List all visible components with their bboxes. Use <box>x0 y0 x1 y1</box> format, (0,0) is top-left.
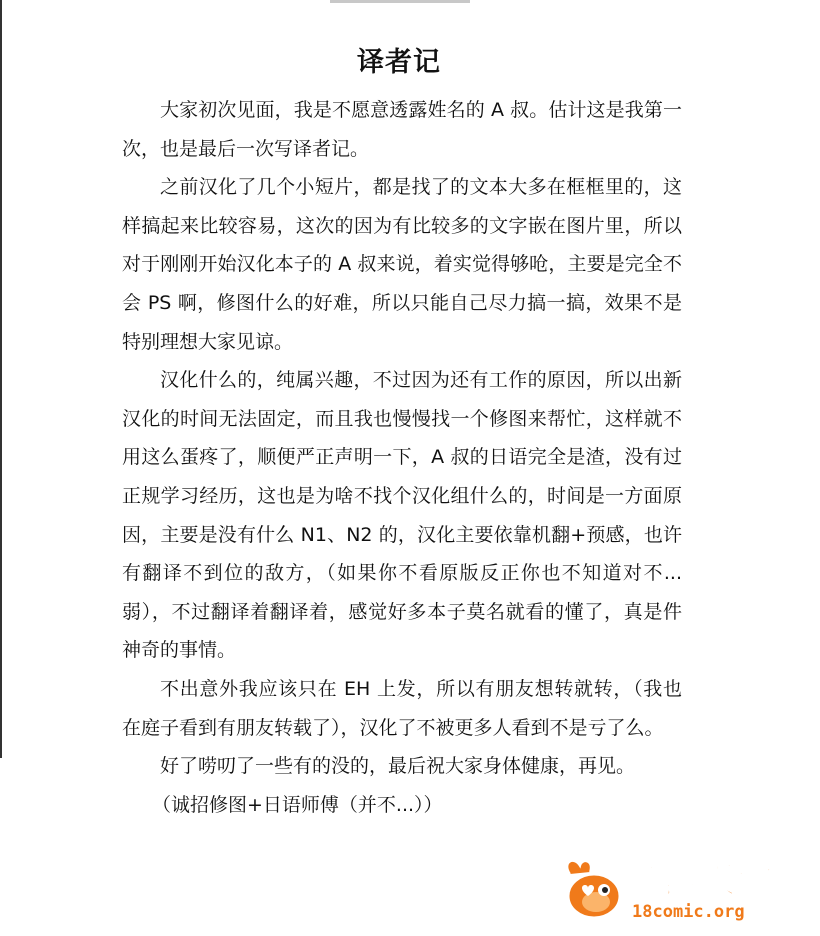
document-body <box>122 91 682 824</box>
paragraph-closing: 好了唠叨了一些有的没的，最后祝大家身体健康，再见。 <box>160 755 636 778</box>
page-edge-rule <box>0 0 2 758</box>
fish-mascot-icon <box>560 854 630 924</box>
watermark-text: 禁漫天堂 <box>626 860 775 901</box>
paragraph-recruit: （诚招修图+日语师傅（并不...）） <box>152 793 443 816</box>
paragraph-intro: 大家初次见面，我是不愿意透露姓名的 A 叔。估计这是我第一次，也是最后一次写译者记。 <box>122 99 682 160</box>
watermark-url: 18comic.org <box>632 902 745 922</box>
paragraph-distribution: 不出意外我应该只在 EH 上发，所以有朋友想转就转，（我也在庭子看到有朋友转载了），汉化了不被更多人看到不是亏了么。 <box>122 677 682 739</box>
page-top-tab <box>330 0 470 3</box>
watermark <box>560 850 790 930</box>
page-title: 译者记 <box>357 47 441 79</box>
paragraph-hobby: 汉化什么的，纯属兴趣，不过因为还有工作的原因，所以出新汉化的时间无法固定，而且我也慢慢找一个修图来帮忙，这样就不用这么蛋疼了，顺便严正声明一下，A 叔的日语完全是渣，没有过正规学习经历，这也是为啥不找个汉化组什么的，时间是一方面原因，主要是没有什么 N1、N2 的，汉化主要依靠机翻+预感，也许有翻译不到位的敌方，（如果你不看原版反正你也不知道对不...弱），不过翻译着翻译着，感觉好多本子莫名就看的懂了，真是件神奇的事情。 <box>122 369 682 662</box>
paragraph-previous-work: 之前汉化了几个小短片，都是找了的文本大多在框框里的，这样搞起来比较容易，这次的因为有比较多的文字嵌在图片里，所以对于刚刚开始汉化本子的 A 叔来说，着实觉得够呛，主要是完全不会 PS 啊，修图什么的好难，所以只能自己尽力搞一搞，效果不是特别理想大家见谅。 <box>122 176 682 353</box>
